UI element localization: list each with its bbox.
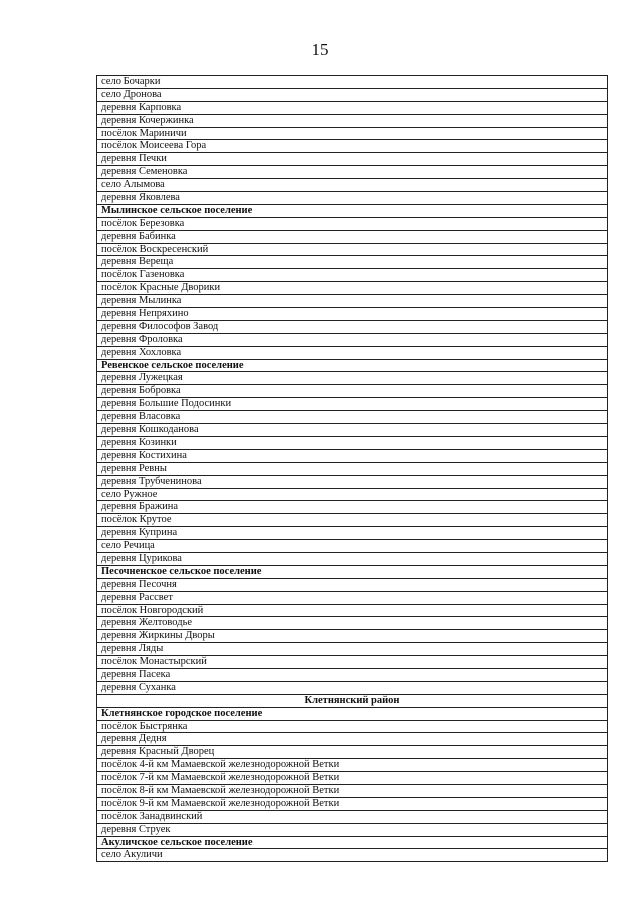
table-row: деревня Хохловка: [97, 347, 607, 360]
table-row: деревня Трубченинова: [97, 476, 607, 489]
table-row: деревня Цурикова: [97, 553, 607, 566]
table-row: деревня Кошкоданова: [97, 424, 607, 437]
table-row: посёлок Мариничи: [97, 128, 607, 141]
table-row: деревня Дедня: [97, 733, 607, 746]
table-row: посёлок Новгородский: [97, 605, 607, 618]
table-row: посёлок Красные Дворики: [97, 282, 607, 295]
table-row: деревня Кочержинка: [97, 115, 607, 128]
table-row: деревня Большие Подосинки: [97, 398, 607, 411]
table-row: деревня Бабинка: [97, 231, 607, 244]
settlement-header-row: Песочненское сельское поселение: [97, 566, 607, 579]
table-row: посёлок Крутое: [97, 514, 607, 527]
table-row: деревня Струек: [97, 824, 607, 837]
page-number: 15: [311, 40, 329, 59]
table-row: деревня Суханка: [97, 682, 607, 695]
table-row: посёлок Монастырский: [97, 656, 607, 669]
table-row: село Бочарки: [97, 76, 607, 89]
district-header-row: Клетнянский район: [97, 695, 607, 708]
settlement-header-row: Мылинское сельское поселение: [97, 205, 607, 218]
settlement-header-row: Ревенское сельское поселение: [97, 360, 607, 373]
table-row: деревня Рассвет: [97, 592, 607, 605]
table-row: деревня Красный Дворец: [97, 746, 607, 759]
table-row: деревня Лужецкая: [97, 372, 607, 385]
table-row: посёлок 4-й км Мамаевской железнодорожной Ветки: [97, 759, 607, 772]
table-row: деревня Желтоводье: [97, 617, 607, 630]
table-row: посёлок Занадвинский: [97, 811, 607, 824]
table-row: посёлок Газеновка: [97, 269, 607, 282]
table-row: деревня Вереща: [97, 256, 607, 269]
table-row: деревня Фроловка: [97, 334, 607, 347]
table-row: деревня Бражина: [97, 501, 607, 514]
table-row: деревня Семеновка: [97, 166, 607, 179]
table-row: посёлок 7-й км Мамаевской железнодорожной Ветки: [97, 772, 607, 785]
table-row: посёлок 8-й км Мамаевской железнодорожной Ветки: [97, 785, 607, 798]
table-row: деревня Костихина: [97, 450, 607, 463]
table-row: деревня Пасека: [97, 669, 607, 682]
table-row: деревня Козинки: [97, 437, 607, 450]
table-row: деревня Власовка: [97, 411, 607, 424]
table-row: село Дронова: [97, 89, 607, 102]
settlement-header-row: Акуличское сельское поселение: [97, 837, 607, 850]
table-row: село Акуличи: [97, 849, 607, 862]
table-row: село Ружное: [97, 489, 607, 502]
table-row: деревня Песочня: [97, 579, 607, 592]
table-row: деревня Яковлева: [97, 192, 607, 205]
table-row: деревня Куприна: [97, 527, 607, 540]
locality-table: [96, 75, 608, 862]
table-row: деревня Карповка: [97, 102, 607, 115]
table-row: село Речица: [97, 540, 607, 553]
table-row: деревня Ревны: [97, 463, 607, 476]
table-row: посёлок Березовка: [97, 218, 607, 231]
settlement-header-row: Клетнянское городское поселение: [97, 708, 607, 721]
table-row: село Алымова: [97, 179, 607, 192]
table-row: деревня Мылинка: [97, 295, 607, 308]
table-row: деревня Жиркины Дворы: [97, 630, 607, 643]
table-row: деревня Ляды: [97, 643, 607, 656]
table-row: посёлок Быстрянка: [97, 721, 607, 734]
table-row: деревня Бобровка: [97, 385, 607, 398]
table-row: посёлок Воскресенский: [97, 244, 607, 257]
table-row: деревня Философов Завод: [97, 321, 607, 334]
table-row: посёлок Моисеева Гора: [97, 140, 607, 153]
table-row: деревня Непряхино: [97, 308, 607, 321]
table-row: деревня Печки: [97, 153, 607, 166]
table-row: посёлок 9-й км Мамаевской железнодорожной Ветки: [97, 798, 607, 811]
